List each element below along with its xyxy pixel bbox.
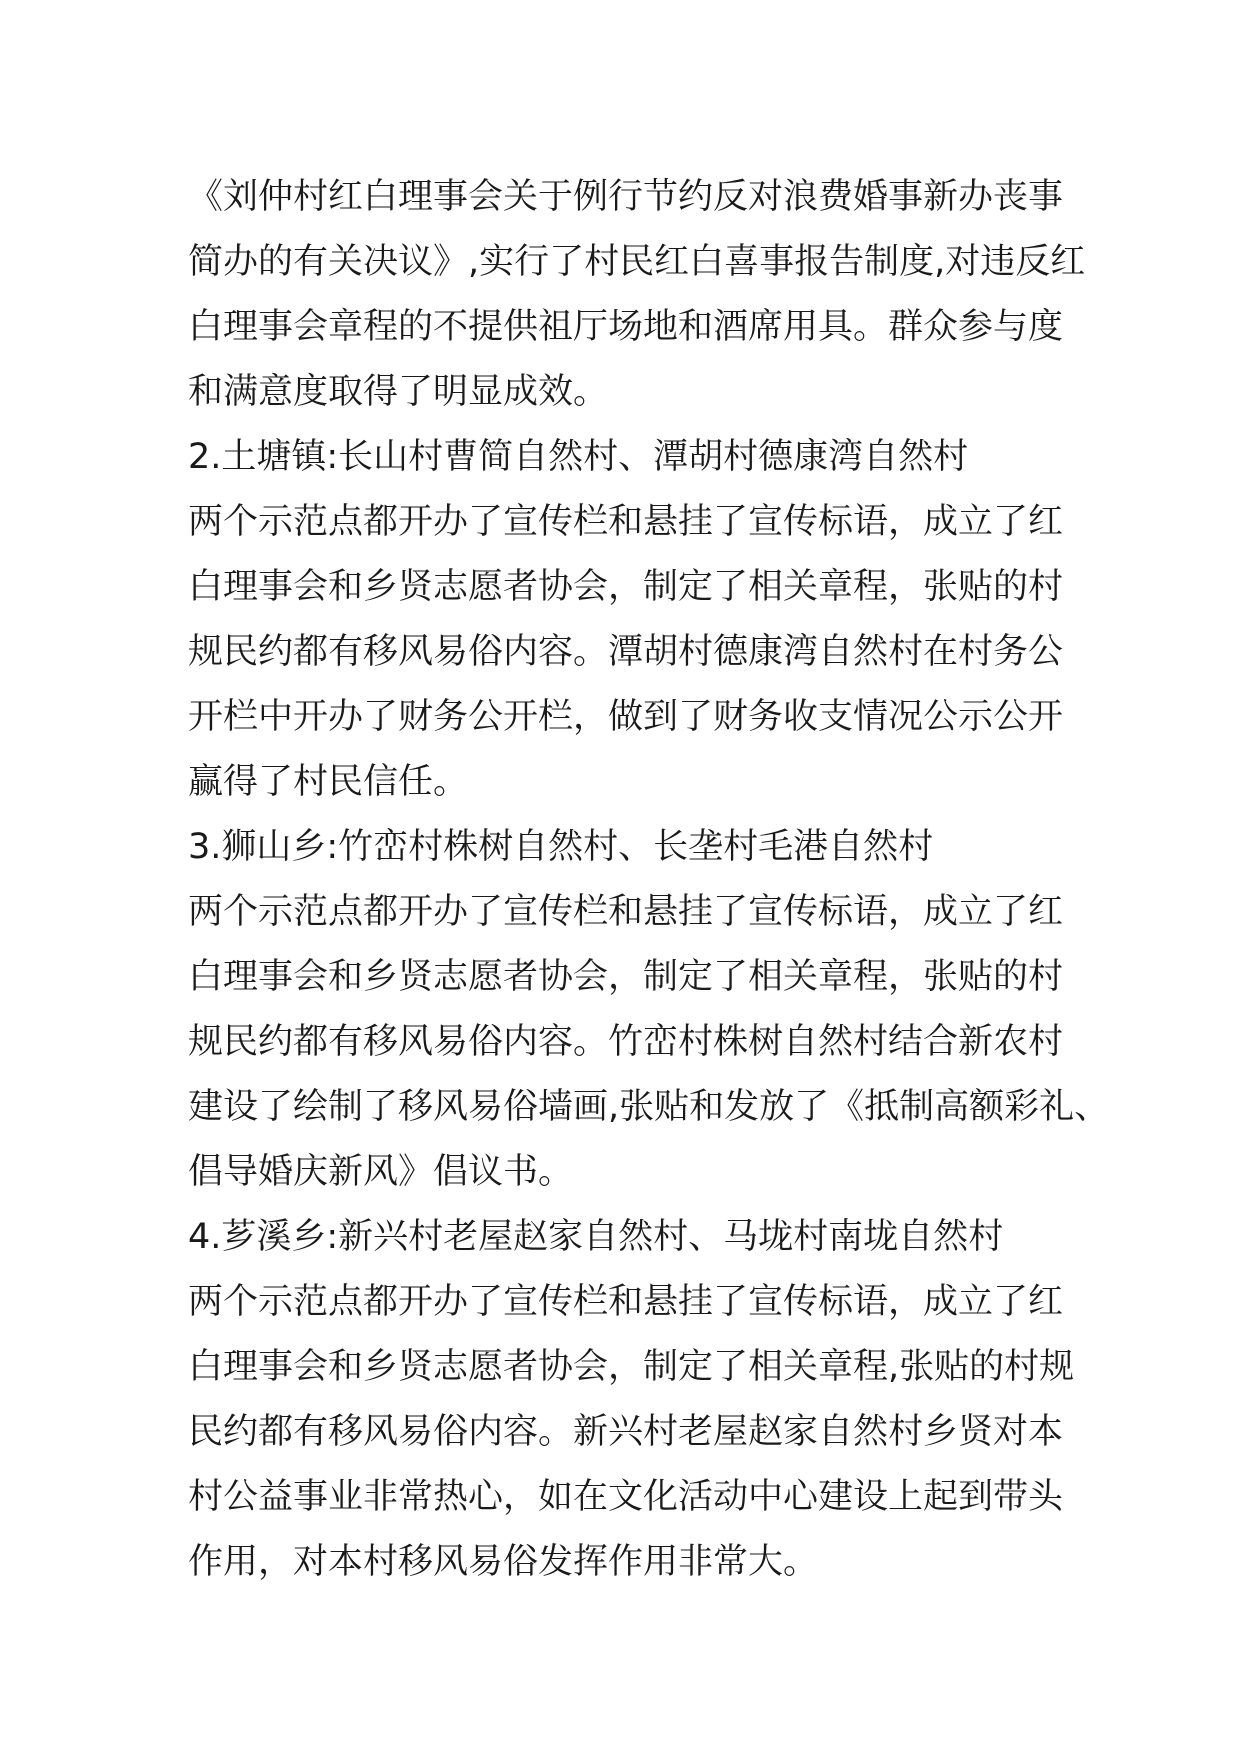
document-body: [188, 165, 1110, 1595]
intro-paragraph: [188, 165, 1086, 425]
paragraph-line: 规民约都有移风易俗内容。潭胡村德康湾自然村在村务公: [188, 632, 1064, 672]
section-tutang: [188, 425, 1068, 815]
section-heading: [188, 425, 1068, 490]
paragraph-line: 两个示范点都开办了宣传栏和悬挂了宣传标语，成立了红: [188, 892, 1064, 932]
paragraph-line: 白理事会和乡贤志愿者协会，制定了相关章程,张贴的村规: [188, 1347, 1075, 1387]
section-paragraph: [188, 1270, 1075, 1595]
paragraph-line: 村公益事业非常热心，如在文化活动中心建设上起到带头: [188, 1477, 1064, 1517]
paragraph-line: 两个示范点都开办了宣传栏和悬挂了宣传标语，成立了红: [188, 1282, 1064, 1322]
section-paragraph: [188, 490, 1068, 815]
section-heading-text: 3.狮山乡:竹峦村株树自然村、长垄村毛港自然村: [188, 827, 934, 867]
section-heading: [188, 815, 1068, 880]
paragraph-line: 白理事会和乡贤志愿者协会，制定了相关章程，张贴的村: [188, 957, 1064, 997]
section-xiangxi: [188, 1205, 1075, 1595]
paragraph-line: 白理事会和乡贤志愿者协会，制定了相关章程，张贴的村: [188, 567, 1064, 607]
paragraph-line: 白理事会章程的不提供祖厅场地和酒席用具。群众参与度: [188, 307, 1064, 347]
paragraph-line: 倡导婚庆新风》倡议书。: [188, 1152, 574, 1192]
section-heading-text: 4.芗溪乡:新兴村老屋赵家自然村、马垅村南垅自然村: [188, 1217, 1004, 1257]
paragraph-line: 作用，对本村移风易俗发挥作用非常大。: [188, 1542, 819, 1582]
paragraph-line: 民约都有移风易俗内容。新兴村老屋赵家自然村乡贤对本: [188, 1412, 1064, 1452]
paragraph-line: 赢得了村民信任。: [188, 762, 469, 802]
paragraph-line: 和满意度取得了明显成效。: [188, 372, 609, 412]
section-heading: [188, 1205, 1068, 1270]
section-paragraph: [188, 880, 1110, 1205]
paragraph-line: 开栏中开办了财务公开栏，做到了财务收支情况公示公开: [188, 697, 1064, 737]
paragraph-line: 规民约都有移风易俗内容。竹峦村株树自然村结合新农村: [188, 1022, 1064, 1062]
paragraph-line: 简办的有关决议》,实行了村民红白喜事报告制度,对违反红: [188, 242, 1086, 282]
paragraph-line: 《刘仲村红白理事会关于例行节约反对浪费婚事新办丧事: [188, 177, 1064, 217]
paragraph-line: 建设了绘制了移风易俗墙画,张贴和发放了《抵制高额彩礼、: [188, 1087, 1110, 1127]
paragraph-line: 两个示范点都开办了宣传栏和悬挂了宣传标语，成立了红: [188, 502, 1064, 542]
section-shishan: [188, 815, 1110, 1205]
section-heading-text: 2.土塘镇:长山村曹简自然村、潭胡村德康湾自然村: [188, 437, 969, 477]
